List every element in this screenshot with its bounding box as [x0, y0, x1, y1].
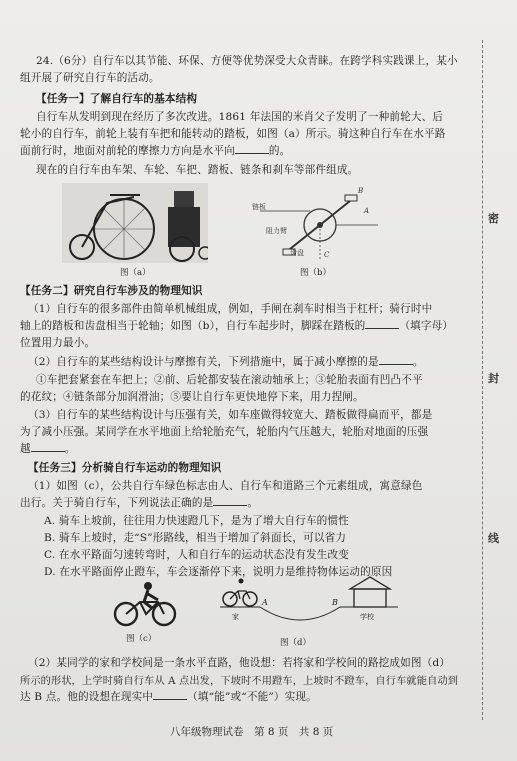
t2-1d: 位置用力最小。: [20, 337, 96, 349]
option-d: D. 在水平路面停止蹬车，车会逐渐停下来，说明力是维持物体运动的原因: [44, 566, 393, 578]
t2-3b: 为了减小压强。某同学在水平地面上给轮胎充气，轮胎内气压越大，轮胎对地面的压强: [20, 426, 429, 438]
t3-2c-end: （填“能”或“不能”）实现。: [187, 691, 317, 703]
figure-b-label-B: B: [358, 187, 364, 195]
answer-blank[interactable]: [31, 441, 65, 452]
option-c: C. 在水平路面匀速转弯时，人和自行车的运动状态没有发生改变: [44, 549, 349, 561]
figure-b-label-resistancearm: 阻力臂: [266, 227, 287, 235]
task1-title: 【任务一】了解自行车的基本结构: [36, 93, 198, 105]
t2-3c-text: 越: [20, 443, 31, 455]
margin-label-feng: 封: [488, 372, 499, 385]
t2-2a: [28, 354, 423, 369]
t2-1b: [20, 318, 453, 333]
t2-1a: （1）自行车的很多部件由简单机械组成，例如，手闸在刹车时相当于杠杆；骑行时中: [28, 303, 433, 315]
figure-a-caption: 图（a）: [120, 268, 151, 278]
t2-2d: 的花纹；④链条部分加润滑油；⑤要让自行车更快地停下来，用力捏闸。: [20, 391, 364, 403]
t3-2c-text: 达 B 点。他的设想在现实中: [20, 691, 154, 703]
figure-c-caption: 图（c）: [126, 634, 157, 644]
question-header-2: 组开展了研究自行车的活动。: [20, 72, 160, 84]
answer-blank[interactable]: [153, 689, 187, 700]
figure-d-caption: 图（d）: [280, 638, 311, 648]
t1-line3-text: 面前行时，地面对前轮的摩擦力方向是水平向: [20, 145, 235, 157]
task2-title: 【任务二】研究自行车涉及的物理知识: [20, 285, 203, 297]
t3-1b: [20, 495, 258, 510]
answer-blank[interactable]: [235, 143, 269, 154]
t2-3c-end: 。: [64, 443, 76, 455]
margin-label-mi: 密: [488, 212, 499, 225]
t1-line2: 轮小的自行车，前轮上装有车把和能转动的踏板，如图（a）所示。骑这种自行车在水平路: [20, 128, 446, 140]
figure-b-label-chainring: 齿盘: [290, 249, 304, 257]
t3-2b: 所示的形状，上学时骑自行车从 A 点出发，下坡时不用蹬车，上坡时不蹬车，自行车就能自动到: [20, 676, 459, 687]
t1-line3-end: 的。: [268, 145, 291, 157]
t2-1b-end: （填字母）: [399, 320, 454, 332]
t3-1b-text: 出行。关于骑自行车，下列说法正确的是: [20, 497, 214, 509]
margin-label-xian: 线: [488, 532, 499, 545]
figure-b-label-linkplate: 链板: [252, 203, 266, 211]
answer-blank[interactable]: [379, 354, 413, 365]
t3-2a: （2）某同学的家和学校间是一条水平直路，他设想：若将家和学校间的路挖成如图（d）: [28, 657, 451, 669]
figure-b-label-A: A: [364, 207, 370, 215]
figure-c-cyclist: [112, 580, 178, 628]
figure-b-label-C: C: [324, 251, 330, 259]
t2-3a: （3）自行车的某些结构设计与压强有关，如车座做得较宽大、踏板做得扁而平，都是: [28, 409, 433, 421]
figure-d-label-home: 家: [232, 613, 239, 621]
t2-1b-text: 轴上的踏板和齿盘相当于轮轴；如图（b），自行车起步时，脚踩在踏板的: [20, 320, 366, 332]
option-a: A. 骑车上坡前，往往用力快速蹬几下，是为了增大自行车的惯性: [44, 515, 349, 527]
task3-title: 【任务三】分析骑自行车运动的物理知识: [28, 462, 222, 474]
figure-a-photo: [62, 183, 208, 263]
t1-line4: 现在的自行车由车架、车轮、车把、踏板、链条和刹车等部件组成。: [36, 164, 359, 176]
figure-d-label-school: 学校: [360, 613, 374, 621]
figure-b-diagram: [250, 183, 382, 263]
figure-d-road: [220, 575, 400, 631]
t2-3c: [20, 441, 76, 456]
t2-2c: ①车把套紧套在车把上；②前、后轮都安装在滚动轴承上；③轮胎表面有凹凸不平: [36, 374, 423, 386]
figure-d-label-B: B: [332, 598, 338, 607]
page-footer: 八年级物理试卷 第 8 页 共 8 页: [170, 726, 334, 738]
option-b: B. 骑车上坡时，走“S”形路线，相当于增加了斜面长，可以省力: [44, 532, 347, 544]
t3-1b-end: 。: [247, 497, 259, 509]
t2-2a-end: 。: [412, 356, 424, 368]
t1-line1: 自行车从发明到现在经历了多次改进。1861 年法国的米肖父子发明了一种前轮大、后: [36, 111, 444, 123]
t1-line3: [20, 143, 290, 158]
answer-blank[interactable]: [365, 318, 399, 329]
t2-2a-text: （2）自行车的某些结构设计与摩擦有关，下列措施中，属于减小摩擦的是: [28, 356, 379, 368]
figure-d-label-A: A: [262, 598, 268, 607]
t3-1a: （1）如图（c），公共自行车绿色标志由人、自行车和道路三个元素组成，寓意绿色: [28, 480, 423, 492]
answer-blank[interactable]: [213, 495, 247, 506]
t3-2c: [20, 689, 317, 704]
figure-b-caption: 图（b）: [300, 268, 331, 278]
question-header: 24.（6分）自行车以其节能、环保、方便等优势深受大众青睐。在跨学科实践课上，某小: [36, 55, 458, 67]
